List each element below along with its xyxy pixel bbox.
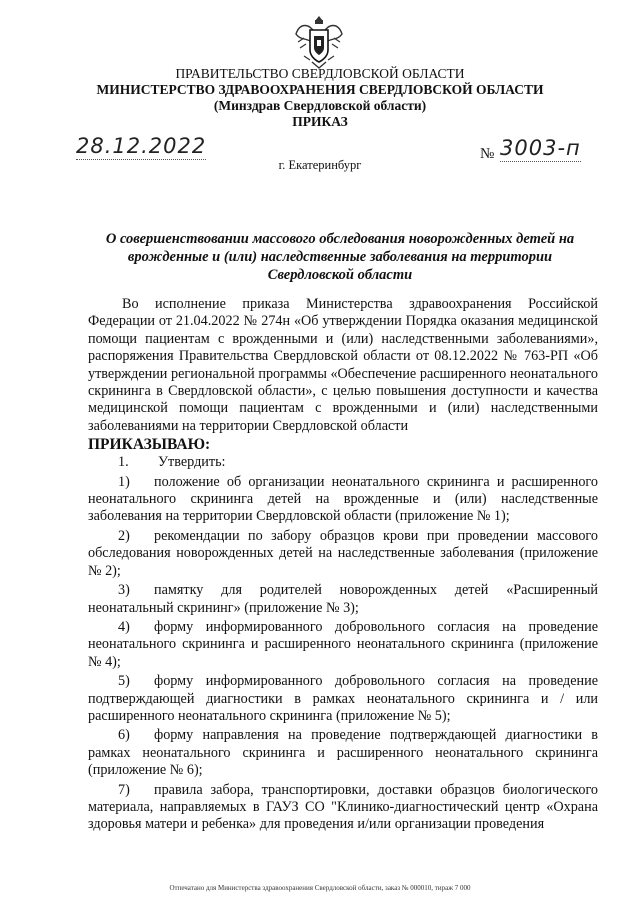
order-date-value: 28.12.2022 [76,134,207,158]
list-item-number: 2) [118,527,130,544]
list-item [88,727,598,779]
list-item-text: форму информированного добровольного согласия на проведение неонатального скрининга и расширенного неонатального скрининга (приложение № 4); [88,618,598,670]
order-body [88,296,598,836]
list-item-number: 4) [118,618,130,635]
list-item [88,474,598,526]
document-type: ПРИКАЗ [292,114,348,129]
list-item-number: 7) [118,781,130,798]
list-item-number: 1) [118,473,130,490]
list-item [88,782,598,834]
coat-of-arms-emblem [290,12,348,72]
list-item [88,619,598,671]
clause-1-text: Утвердить: [158,454,226,471]
preamble: Во исполнение приказа Министерства здравоохранения Российской Федерации от 21.04.2022 № 274н «Об утверждении Порядка оказания медицинской помощи пациентам с врожденными и (или) наследственными заболеваниями», распоряжения Правительства Свердловской области от 08.12.2022 № 763-РП «Об утверждении региональной программы «Обеспечение расширенного неонатального скрининга в Свердловской области», с целью повышения доступности и качества медицинской помощи пациентам с врожденными и (или) наследственными заболеваниями на территории Свердловской области [88,296,598,434]
list-item-text: правила забора, транспортировки, доставки образцов биологического материала, направляемых в ГАУЗ СО "Клинико-диагностический центр «Охрана здоровья матери и ребенка» для проведения и/или организации проведения [88,781,598,833]
list-item-number: 5) [118,673,130,690]
list-item [88,582,598,617]
clause-1-number: 1. [118,454,129,471]
ministry-header: МИНИСТЕРСТВО ЗДРАВООХРАНЕНИЯ СВЕРДЛОВСКОЙ ОБЛАСТИ [96,82,544,97]
order-date [76,134,206,158]
order-number [500,136,581,160]
list-item-number: 6) [118,727,130,744]
city: г. Екатеринбург [278,158,362,172]
list-item [88,673,598,725]
clause-1 [88,454,598,471]
list-item-text: форму направления на проведение подтверждающей диагностики в рамках неонатального скрининга и расширенного неонатального скрининга (приложение № 6); [88,727,598,779]
list-item-text: памятку для родителей новорожденных детей «Расширенный неонатальный скрининг» (приложение № 3); [88,582,598,616]
list-item-text: рекомендации по забору образцов крови при проведении массового обследования новорожденных детей на наследственные заболевания (приложение № 2); [88,527,598,579]
list-item-text: положение об организации неонатального скрининга и расширенного неонатального скрининга детей на врожденные и (или) наследственные заболевания на территории Свердловской области (приложение № 1); [88,473,598,525]
print-footer: Отпечатано для Министерства здравоохранения Свердловской области, заказ № 000010, тираж 7 000 [169,884,471,892]
list-item-number: 3) [118,582,130,599]
government-header: ПРАВИТЕЛЬСТВО СВЕРДЛОВСКОЙ ОБЛАСТИ [175,66,465,81]
order-word: ПРИКАЗЫВАЮ: [88,436,211,454]
order-number-value: 3003-п [500,136,581,160]
list-item-text: форму информированного добровольного согласия на проведение подтверждающей диагностики в рамках неонатального скрининга и / или расширенного неонатального скрининга (приложение № 5); [88,673,598,724]
list-item [88,528,598,580]
ministry-short-name: (Минздрав Свердловской области) [213,98,427,113]
number-sign: № [480,146,495,162]
order-title: О совершенствовании массового обследования новорожденных детей на врожденные и (или) наследственные заболевания на территории Свердловской области [105,231,575,283]
